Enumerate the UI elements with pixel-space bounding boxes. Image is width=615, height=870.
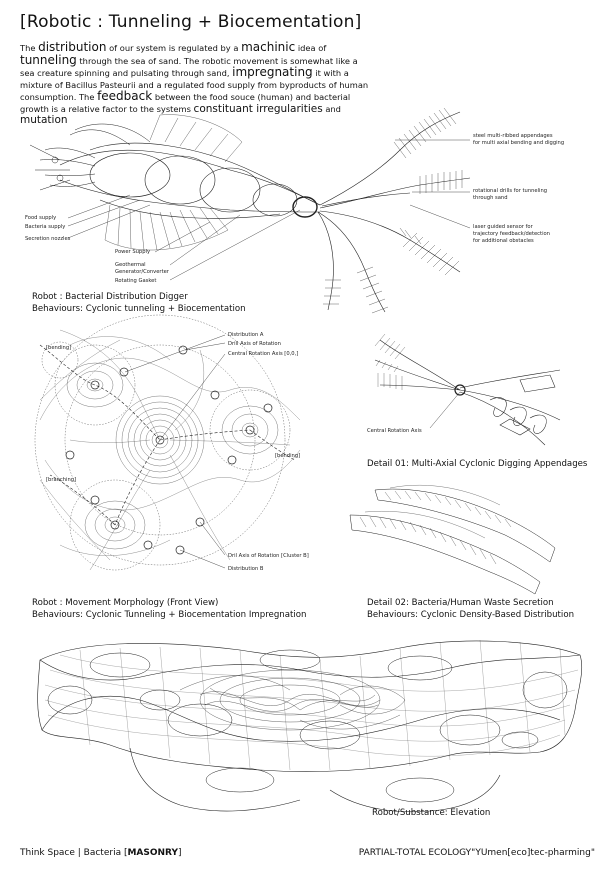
caption-detail-01: Detail 01: Multi-Axial Cyclonic Digging Appendages bbox=[367, 459, 588, 469]
label-drills-1: rotational drills for tunneling bbox=[473, 188, 548, 194]
morph-leader-lines bbox=[125, 335, 225, 568]
morph-filaments bbox=[40, 330, 300, 570]
footer-right: PARTIAL-TOTAL ECOLOGY"YUmen[eco]tec-pharming" bbox=[358, 848, 595, 858]
intro-segment: constituant irregularities bbox=[193, 102, 323, 115]
footer-left-suffix: ] bbox=[178, 848, 182, 858]
caption-elevation: Robot/Substance: Elevation bbox=[372, 808, 491, 818]
intro-segment: and bbox=[322, 103, 341, 114]
label-bending-right: [bending] bbox=[275, 453, 301, 459]
robot-drill-bristles bbox=[323, 108, 462, 313]
morph-dashed-paths bbox=[40, 345, 295, 525]
label-laser-1: laser guided sensor for bbox=[473, 224, 533, 230]
intro-segment: of our system is regulated by a bbox=[106, 43, 242, 53]
elevation-voids bbox=[48, 650, 567, 802]
robot-appendages bbox=[318, 112, 470, 312]
label-geothermal-1: Geothermal bbox=[115, 262, 146, 268]
intro-segment: mutation bbox=[20, 114, 68, 126]
label-detail1-central-axis: Central Rotation Axis bbox=[367, 428, 422, 434]
robot-leader-lines bbox=[68, 140, 470, 280]
caption-robot-2: Behaviours: Cyclonic tunneling + Biocementation bbox=[32, 304, 246, 314]
label-secretion-nozzles: Secretion nozzles bbox=[25, 236, 71, 242]
footer-left-prefix: Think Space | Bacteria [ bbox=[20, 848, 128, 858]
intro-segment: it with a mixture of Bacillus Pasteurii and a regulated food supply from byproducts of human consumption. The bbox=[20, 68, 369, 102]
label-branching: [branching] bbox=[46, 477, 77, 483]
intro-segment: idea of bbox=[295, 43, 327, 53]
robot-ribs bbox=[105, 115, 242, 250]
intro-segment: feedback bbox=[97, 89, 153, 103]
robot-head-tubes bbox=[30, 124, 150, 190]
label-laser-3: for additional obstacles bbox=[473, 238, 534, 244]
caption-robot-1: Robot : Bacterial Distribution Digger bbox=[32, 292, 188, 302]
caption-detail-02-1: Detail 02: Bacteria/Human Waste Secretion bbox=[367, 598, 554, 608]
caption-detail-02-2: Behaviours: Cyclonic Density-Based Distribution bbox=[367, 610, 575, 620]
intro-segment: impregnating bbox=[232, 65, 313, 79]
intro-segment: between the food souce (human) and bacterial growth is a relative factor to the systems bbox=[20, 92, 351, 114]
label-laser-2: trajectory feedback/detection bbox=[473, 231, 550, 237]
elevation-mesh bbox=[45, 640, 578, 770]
page-title: [Robotic : Tunneling + Biocementation] bbox=[20, 12, 362, 32]
label-distribution-b: Distribution B bbox=[228, 566, 264, 572]
label-food-supply: Food supply bbox=[25, 215, 57, 221]
label-central-axis: Central Rotation Axis [0,0,] bbox=[228, 351, 299, 357]
intro-segment: machinic bbox=[241, 40, 296, 54]
label-drills-2: through sand bbox=[473, 195, 508, 201]
elevation-outline bbox=[38, 641, 582, 812]
footer-left bbox=[20, 848, 182, 858]
morph-central-cluster bbox=[67, 363, 278, 549]
label-appendages-2: for multi axial bending and digging bbox=[473, 140, 565, 146]
label-drill-axis: Drill Axis of Rotation bbox=[228, 341, 281, 347]
label-drill-axis-b: Dril Axis of Rotation [Cluster B] bbox=[228, 553, 309, 559]
intro-segment: The bbox=[20, 43, 39, 53]
label-geothermal-2: Generator/Converter bbox=[115, 269, 169, 275]
caption-morph-2: Behaviours: Cyclonic Tunneling + Biocementation Impregnation bbox=[32, 610, 307, 620]
intro-segment: through the sea of sand. The robotic movement is somewhat like a sea creature spinning and pulsating through sand, bbox=[20, 55, 358, 78]
robot-body bbox=[60, 143, 320, 218]
label-bending-left: [bending] bbox=[46, 345, 72, 351]
intro-paragraph bbox=[20, 42, 370, 127]
morph-nodes bbox=[66, 346, 272, 554]
label-rotating-gasket: Rotating Gasket bbox=[115, 278, 157, 284]
footer-left-bold: MASONRY bbox=[127, 848, 178, 858]
intro-segment: distribution bbox=[38, 40, 107, 54]
label-bacteria-supply: Bacteria supply bbox=[25, 224, 66, 230]
label-appendages-1: steel multi-ribbed appendages bbox=[473, 133, 553, 139]
label-power-supply: Power Supply bbox=[115, 249, 151, 255]
label-distribution-a: Distribution A bbox=[228, 332, 264, 338]
intro-segment: tunneling bbox=[20, 52, 77, 67]
elevation-core bbox=[180, 670, 405, 730]
caption-morph-1: Robot : Movement Morphology (Front View) bbox=[32, 598, 219, 608]
